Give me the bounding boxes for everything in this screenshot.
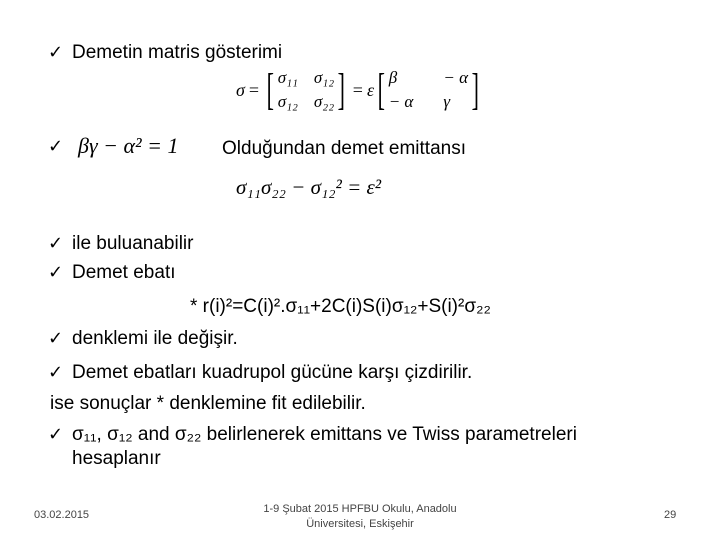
checkmark-icon: ✓ [48,424,64,445]
footer-date: 03.02.2015 [34,509,90,521]
matrix-cell: β [388,68,398,87]
checkmark-icon: ✓ [48,328,64,349]
epsilon-symbol: ε [366,79,375,100]
emittance-equation: σ₁₁σ₂₂ − σ₁₂² = ε² [236,175,382,199]
twiss-condition-equation: βγ − α² = 1 [78,133,179,158]
plain-text: ise sonuçlar * denklemine fit edilebilir. [50,393,366,414]
bullet-text-continuation: hesaplanır [72,448,161,469]
matrix-cell: − α [388,92,414,111]
checkmark-icon: ✓ [48,42,64,63]
checkmark-icon: ✓ [48,362,64,383]
footer-location: Üniversitesi, Eskişehir [306,518,414,530]
equals-sign: = [352,79,363,100]
twiss-matrix: [ β − α − α γ ] [377,65,480,114]
matrix-cell: γ [443,92,451,111]
matrix-cell: σ₁₁ [277,68,298,87]
bullet-text: Demet ebatı [72,262,176,283]
footer-event: 1-9 Şubat 2015 HPFBU Okulu, Anadolu [263,503,457,515]
bullet-text: Demet ebatları kuadrupol gücüne karşı çizdirilir. [72,362,473,383]
equals-sign: = [248,79,260,100]
bullet-text: σ₁₁, σ₁₂ and σ₂₂ belirlenerek emittans ve Twiss parametreleri [72,424,577,445]
bullet-text: denklemi ile değişir. [72,328,238,349]
checkmark-icon: ✓ [48,233,64,254]
beam-size-formula: * r(i)²=C(i)².σ₁₁+2C(i)S(i)σ₁₂+S(i)²σ₂₂ [190,296,491,317]
checkmark-icon: ✓ [48,262,64,283]
sigma-matrix-equation [236,65,483,114]
matrix-cell: − α [443,68,469,87]
sigma-matrix: [ σ₁₁ σ₁₂ σ₁₂ σ₂₂ ] [266,65,346,114]
matrix-cell: σ₁₂ [277,92,298,111]
page-number: 29 [664,509,677,521]
bullet-text: Demetin matris gösterimi [72,42,283,63]
checkmark-icon: ✓ [48,136,64,157]
bullet-text: Olduğundan demet emittansı [222,138,466,159]
footer-center [255,502,465,532]
sigma-symbol: σ [236,79,245,100]
matrix-cell: σ₂₂ [313,92,335,111]
matrix-cell: σ₁₂ [313,68,335,87]
bullet-text: ile buluanabilir [72,233,194,254]
